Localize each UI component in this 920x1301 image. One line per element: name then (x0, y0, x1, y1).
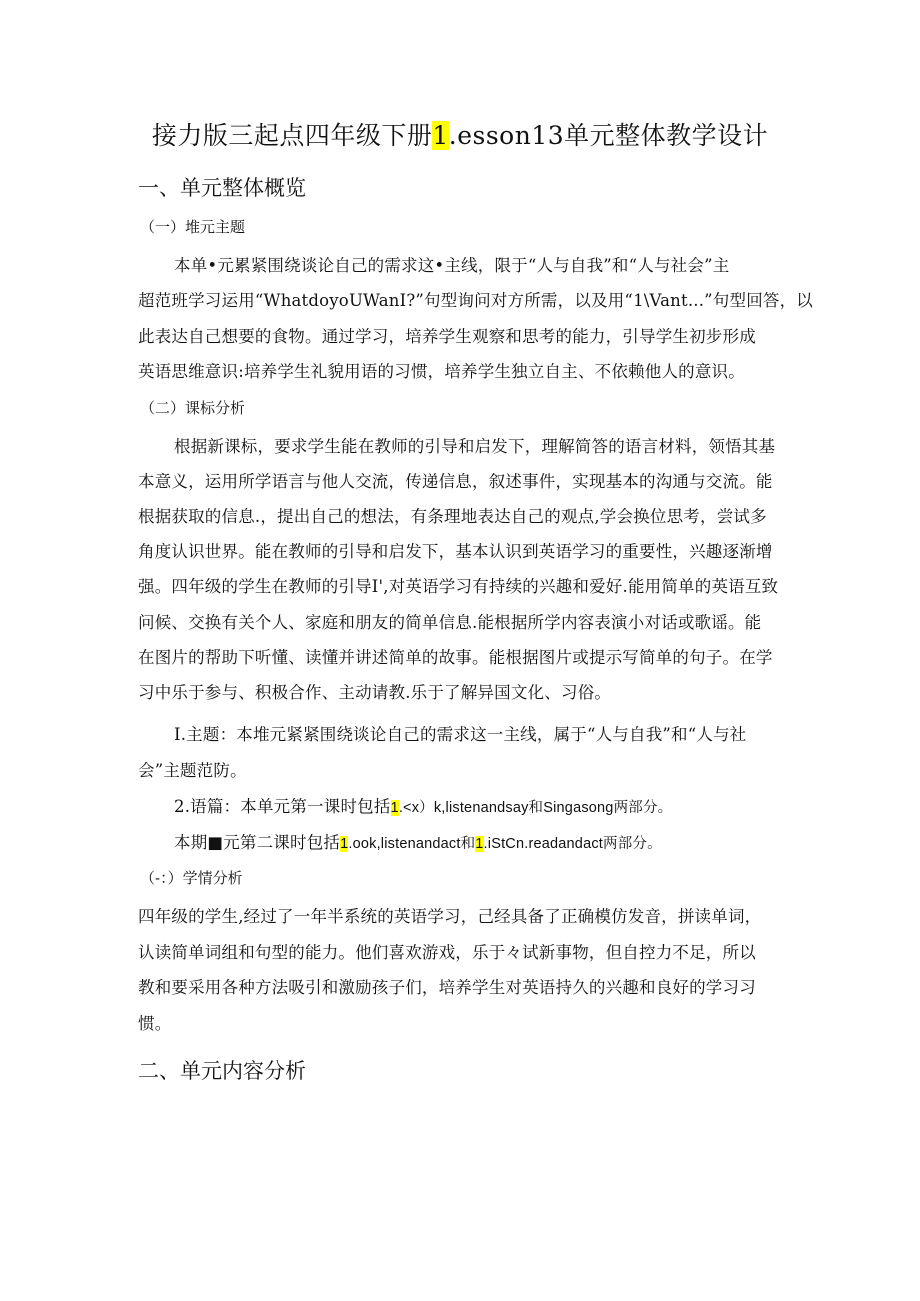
text-point-pre: 2.语篇：本单元第一课时包括 (174, 797, 391, 816)
title-text-end: .esson13单元整体教学设计 (448, 121, 769, 150)
standards-heading: （二）课标分析 (140, 399, 246, 417)
text-point-post: .<x）k,listenandsay和Singasong两部分。 (398, 800, 673, 816)
learner-line-1: 四年级的学生,经过了一年半系统的英语学习，己经具备了正确模仿发音，拼读单词， (138, 907, 762, 926)
topic-line-1: 本单•元累紧围绕谈论自己的需求这•主线，限于“人与自我”和“人与社会”主 (174, 256, 730, 275)
learner-heading: （-：）学情分析 (140, 869, 243, 887)
text-point-highlight: 1 (390, 800, 399, 816)
topic-line-3: 此表达自己想要的食物。通过学习，培养学生观察和思考的能力，引导学生初步形成 (138, 327, 756, 346)
standards-line-5: 强。四年级的学生在教师的引导I',对英语学习有持续的兴趣和爱好.能用简单的英语互致 (138, 577, 779, 596)
learner-line-4: 惯。 (138, 1014, 172, 1033)
learner-line-2: 认读简单词组和句型的能力。他们喜欢游戏，乐于々试新事物，但自控力不足，所以 (138, 943, 756, 962)
standards-line-8: 习中乐于参与、积极合作、主动请教.乐于了解异国文化、习俗。 (138, 683, 612, 702)
topic-line-4: 英语思维意识:培养学生礼貌用语的习惯，培养学生独立自主、不依赖他人的意识。 (138, 362, 745, 381)
topic-heading: （一）堆元主题 (140, 218, 246, 236)
text-point2-post: .iStCn.readandact两部分。 (483, 836, 662, 852)
standards-line-7: 在图片的帮助下听懂、读懂并讲述简单的故事。能根据图片或提示写简单的句子。在学 (138, 648, 773, 667)
document-title (0, 116, 920, 152)
learner-line-3: 教和要采用各种方法吸引和激励孩子们，培养学生对英语持久的兴趣和良好的学习习 (138, 978, 756, 997)
text-point-line-2 (174, 829, 662, 853)
text-point2-pre: 本期■元第二课时包括 (174, 833, 341, 852)
standards-line-6: 问候、交换有关个人、家庭和朋友的简单信息.能根据所学内容表演小对话或歌谣。能 (138, 613, 762, 632)
standards-line-2: 本意义，运用所学语言与他人交流，传递信息，叙述事件，实现基本的沟通与交流。能 (138, 472, 773, 491)
title-highlight: 1 (432, 121, 449, 150)
overview-heading: 一、单元整体概览 (138, 176, 306, 200)
theme-point-line-2: 会”主题范防。 (138, 761, 247, 780)
topic-line-2: 超范班学习运用“WhatdoyoUWanI?”句型询问对方所需，以及用“1\Vant...”句型回答，以 (138, 291, 813, 310)
theme-point-line-1: I.主题：本堆元紧紧围绕谈论自己的需求这一主线，属于“人与自我”和“人与社 (174, 725, 747, 744)
standards-line-4: 角度认识世界。能在教师的引导和启发下，基本认识到英语学习的重要性，兴趣逐渐增 (138, 542, 773, 561)
text-point-line-1 (174, 793, 672, 817)
title-text-start: 接力版三起点四年级下册 (151, 121, 433, 150)
standards-line-3: 根据获取的信息.，提出自己的想法，有条理地表达自己的观点,学会换位思考，尝试多 (138, 507, 767, 526)
text-point2-highlight-1: 1 (340, 836, 349, 852)
content-heading: 二、单元内容分析 (138, 1059, 306, 1083)
text-point2-highlight-2: 1 (475, 836, 484, 852)
text-point2-mid: .ook,listenandact和 (348, 836, 476, 852)
standards-line-1: 根据新课标，要求学生能在教师的引导和启发下，理解简答的语言材料，领悟其基 (174, 437, 776, 456)
